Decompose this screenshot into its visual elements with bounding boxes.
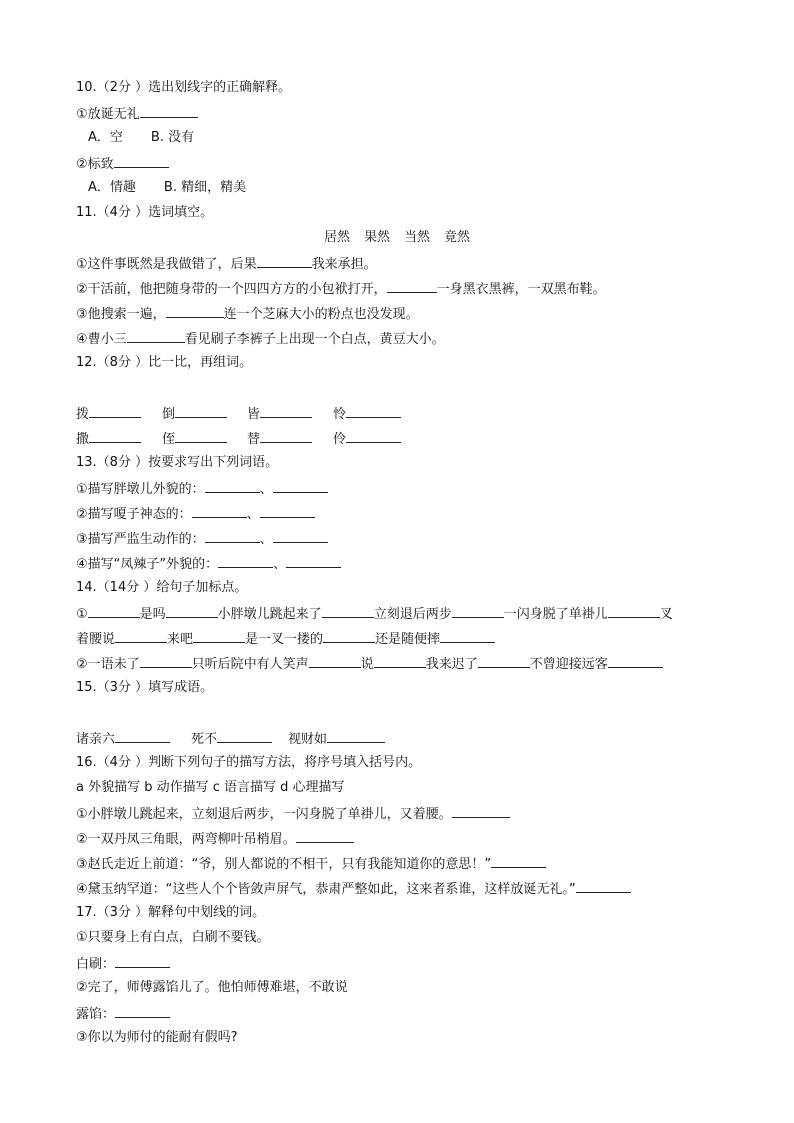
q17-header: 17.（3分 ）解释句中划线的词。	[76, 905, 266, 920]
answer-blank[interactable]	[205, 529, 260, 543]
answer-blank[interactable]	[452, 604, 504, 618]
answer-blank[interactable]	[478, 654, 530, 668]
q12-row1-char4: 怜	[333, 404, 401, 424]
answer-blank[interactable]	[218, 554, 273, 568]
q12-header: 12.（8分 ）比一比，再组词。	[76, 355, 253, 370]
answer-blank[interactable]	[309, 654, 361, 668]
answer-blank[interactable]	[346, 404, 401, 418]
q11-sentence-4: ④曹小三 看见刷子李裤子上出现一个白点，黄豆大小。	[76, 329, 445, 349]
q16-header: 16.（4分 ）判断下列句子的描写方法，将序号填入括号内。	[76, 755, 422, 770]
answer-blank[interactable]	[260, 429, 312, 443]
q11-word-bank	[0, 229, 794, 247]
answer-blank[interactable]	[89, 404, 141, 418]
q17-sentence-1: ①只要身上有白点，白刷不要钱。	[76, 930, 270, 945]
q15-idiom-1: 诸亲六	[76, 729, 170, 749]
answer-blank[interactable]	[491, 854, 546, 868]
word: 当然	[404, 230, 431, 245]
answer-blank[interactable]	[115, 629, 167, 643]
answer-blank[interactable]	[286, 554, 341, 568]
q10-header: 10.（2分 ）选出划线字的正确解释。	[76, 80, 292, 95]
answer-blank[interactable]	[205, 479, 260, 493]
answer-blank[interactable]	[127, 329, 185, 343]
answer-blank[interactable]	[374, 654, 426, 668]
q12-row1-char3: 皆	[247, 404, 312, 424]
answer-blank[interactable]	[273, 479, 328, 493]
word: 竟然	[444, 230, 471, 245]
answer-blank[interactable]	[89, 429, 141, 443]
q15-idiom-2: 死不	[191, 729, 272, 749]
q14-header: 14.（14分 ）给句子加标点。	[76, 580, 248, 595]
answer-blank[interactable]	[193, 629, 245, 643]
answer-blank[interactable]	[114, 154, 169, 168]
q11-sentence-1: ①这件事既然是我做错了，后果 我来承担。	[76, 254, 377, 274]
q12-row2-char3: 替	[247, 429, 312, 449]
answer-blank[interactable]	[327, 729, 385, 743]
q13-item-3: ③描写严监生动作的： 、	[76, 529, 328, 549]
answer-blank[interactable]	[115, 729, 170, 743]
answer-blank[interactable]	[115, 954, 170, 968]
answer-blank[interactable]	[608, 654, 663, 668]
q13-item-1: ①描写胖墩儿外貌的： 、	[76, 479, 328, 499]
answer-blank[interactable]	[166, 604, 218, 618]
q15-header: 15.（3分 ）填写成语。	[76, 680, 214, 695]
answer-blank[interactable]	[166, 304, 224, 318]
answer-blank[interactable]	[296, 829, 354, 843]
answer-blank[interactable]	[140, 104, 198, 118]
q10-item2: ②标致	[76, 154, 169, 174]
q12-row2-char4: 伶	[333, 429, 401, 449]
q11-sentence-2: ②干活前，他把随身带的一个四四方方的小包袱打开， 一身黑衣黑裤，一双黑布鞋。	[76, 279, 606, 299]
answer-blank[interactable]	[192, 504, 247, 518]
answer-blank[interactable]	[273, 529, 328, 543]
q16-options: a 外貌描写 b 动作描写 c 语言描写 d 心理描写	[76, 780, 345, 795]
word: 居然	[323, 230, 350, 245]
q11-header: 11.（4分 ）选词填空。	[76, 205, 214, 220]
q17-sentence-3: ③你以为师付的能耐有假吗?	[76, 1030, 238, 1045]
answer-blank[interactable]	[322, 604, 374, 618]
q12-row1-char1: 拨	[76, 404, 141, 424]
answer-blank[interactable]	[346, 429, 401, 443]
answer-blank[interactable]	[260, 504, 315, 518]
answer-blank[interactable]	[608, 604, 660, 618]
word: 果然	[363, 230, 390, 245]
q13-item-2: ②描写嗄子神态的： 、	[76, 504, 315, 524]
answer-blank[interactable]	[323, 629, 375, 643]
answer-blank[interactable]	[115, 1004, 170, 1018]
answer-blank[interactable]	[452, 804, 510, 818]
q16-sentence-1: ①小胖墩儿跳起来，立刻退后两步，一闪身脱了单褂儿，又着腰。	[76, 804, 510, 824]
q14-line-1: ① 是吗 小胖墩儿跳起来了 立刻退后两步 一闪身脱了单褂儿 叉	[76, 604, 673, 624]
q12-row2-char2: 侄	[162, 429, 227, 449]
q16-sentence-3: ③赵氏走近上前道：“爷，别人都说的不相干，只有我能知道你的意思！”	[76, 854, 546, 874]
answer-blank[interactable]	[387, 279, 437, 293]
q12-row2-char1: 撒	[76, 429, 141, 449]
answer-blank[interactable]	[175, 404, 227, 418]
q10-item1-options: A．空 B. 没有	[88, 130, 195, 145]
answer-blank[interactable]	[257, 254, 312, 268]
answer-blank[interactable]	[140, 654, 192, 668]
q11-sentence-3: ③他搜索一遍， 连一个芝麻大小的粉点也没发现。	[76, 304, 419, 324]
answer-blank[interactable]	[217, 729, 272, 743]
q17-word-2: 露馅：	[76, 1004, 170, 1024]
q10-item1: ①放诞无礼	[76, 104, 198, 124]
q16-sentence-2: ②一双丹凤三角眼，两弯柳叶吊梢眉。	[76, 829, 354, 849]
q12-row1-char2: 倒	[162, 404, 227, 424]
answer-blank[interactable]	[88, 604, 140, 618]
q17-word-1: 白刷：	[76, 954, 170, 974]
q15-idiom-3: 视财如	[288, 729, 385, 749]
q14-line-2: 着腰说 来吧 是一叉一搂的 还是随便摔	[76, 629, 495, 649]
answer-blank[interactable]	[440, 629, 495, 643]
q17-sentence-2: ②完了，师傅露馅儿了。他怕师傅难堪，不敢说	[76, 980, 348, 995]
answer-blank[interactable]	[175, 429, 227, 443]
q13-header: 13.（8分 ）按要求写出下列词语。	[76, 455, 279, 470]
q16-sentence-4: ④黛玉纳罕道：“这些人个个皆敛声屏气，恭肃严整如此，这来者系谁，这样放诞无礼。”	[76, 879, 631, 899]
q10-item2-options: A．情趣 B. 精细，精美	[88, 180, 247, 195]
answer-blank[interactable]	[260, 404, 312, 418]
q13-item-4: ④描写“凤辣子”外貌的： 、	[76, 554, 341, 574]
q14-line-3: ②一语未了 只听后院中有人笑声 说 我来迟了 不曾迎接远客	[76, 654, 663, 674]
answer-blank[interactable]	[576, 879, 631, 893]
